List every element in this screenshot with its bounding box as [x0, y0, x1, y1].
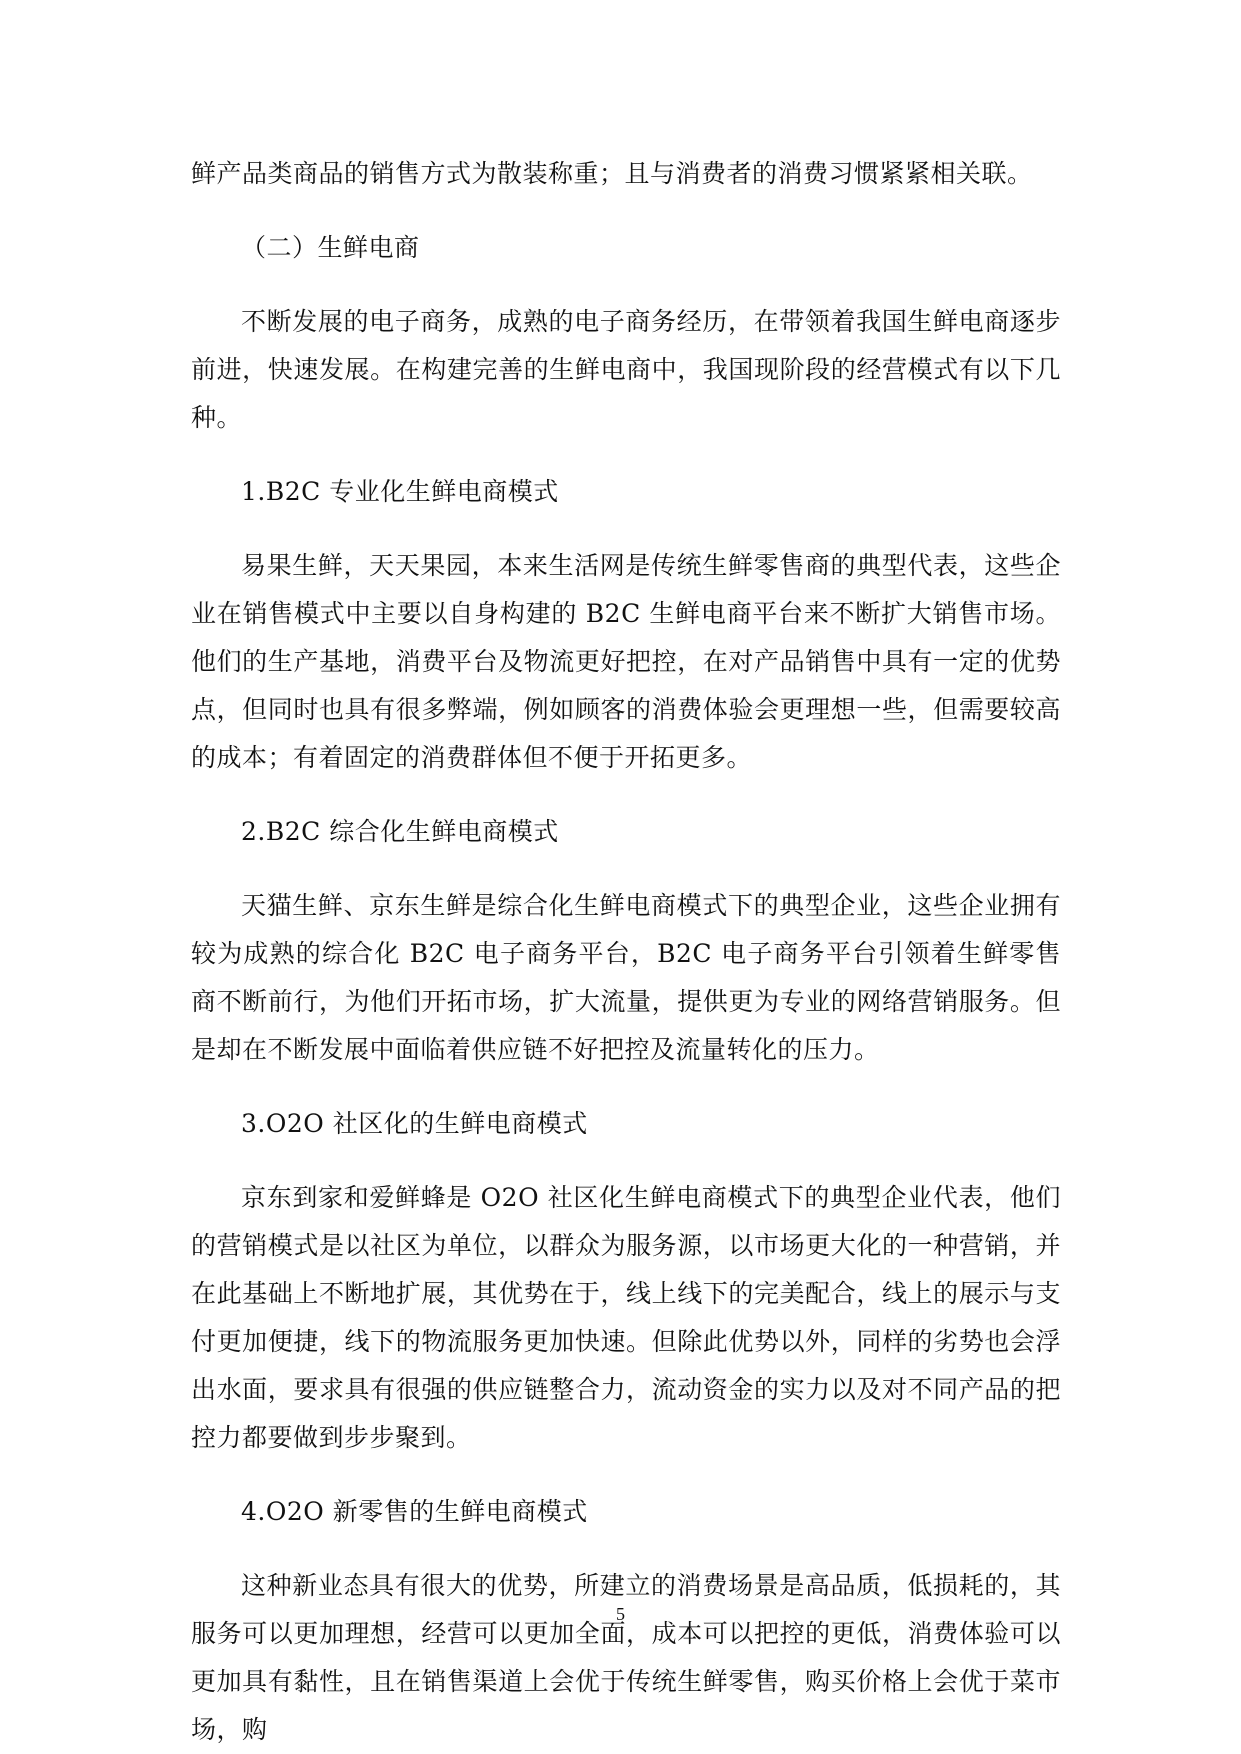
- page-body: [191, 150, 1061, 1754]
- page-number: 5: [616, 1604, 625, 1624]
- subsection-1-heading: 1.B2C 专业化生鲜电商模式: [241, 477, 559, 506]
- subsection-1-paragraph: 易果生鲜，天天果园，本来生活网是传统生鲜零售商的典型代表，这些企业在销售模式中主要以自身构建的 B2C 生鲜电商平台来不断扩大销售市场。他们的生产基地，消费平台及物流更好把控，在对产品销售中具有一定的优势点，但同时也具有很多弊端，例如顾客的消费体验会更理想一些，但需要较高的成本；有着固定的消费群体但不便于开拓更多。: [191, 551, 1061, 772]
- section-paragraph: 不断发展的电子商务，成熟的电子商务经历，在带领着我国生鲜电商逐步前进，快速发展。在构建完善的生鲜电商中，我国现阶段的经营模式有以下几种。: [191, 307, 1061, 432]
- section-heading: （二）生鲜电商: [241, 233, 420, 262]
- subsection-4-heading: 4.O2O 新零售的生鲜电商模式: [241, 1497, 588, 1526]
- subsection-2-heading: 2.B2C 综合化生鲜电商模式: [241, 817, 559, 846]
- intro-paragraph: 鲜产品类商品的销售方式为散装称重；且与消费者的消费习惯紧紧相关联。: [191, 159, 1033, 188]
- subsection-3-paragraph: 京东到家和爱鲜蜂是 O2O 社区化生鲜电商模式下的典型企业代表，他们的营销模式是以社区为单位，以群众为服务源，以市场更大化的一种营销，并在此基础上不断地扩展，其优势在于，线上线下的完美配合，线上的展示与支付更加便捷，线下的物流服务更加快速。但除此优势以外，同样的劣势也会浮出水面，要求具有很强的供应链整合力，流动资金的实力以及对不同产品的把控力都要做到步步聚到。: [191, 1183, 1061, 1452]
- subsection-2-paragraph: 天猫生鲜、京东生鲜是综合化生鲜电商模式下的典型企业，这些企业拥有较为成熟的综合化 B2C 电子商务平台，B2C 电子商务平台引领着生鲜零售商不断前行，为他们开拓市场，扩大流量，提供更为专业的网络营销服务。但是却在不断发展中面临着供应链不好把控及流量转化的压力。: [191, 891, 1061, 1064]
- subsection-3-heading: 3.O2O 社区化的生鲜电商模式: [241, 1109, 588, 1138]
- subsection-4-paragraph: 这种新业态具有很大的优势，所建立的消费场景是高品质，低损耗的，其服务可以更加理想，经营可以更加全面，成本可以把控的更低，消费体验可以更加具有黏性，且在销售渠道上会优于传统生鲜零售，购买价格上会优于菜市场，购: [191, 1571, 1061, 1744]
